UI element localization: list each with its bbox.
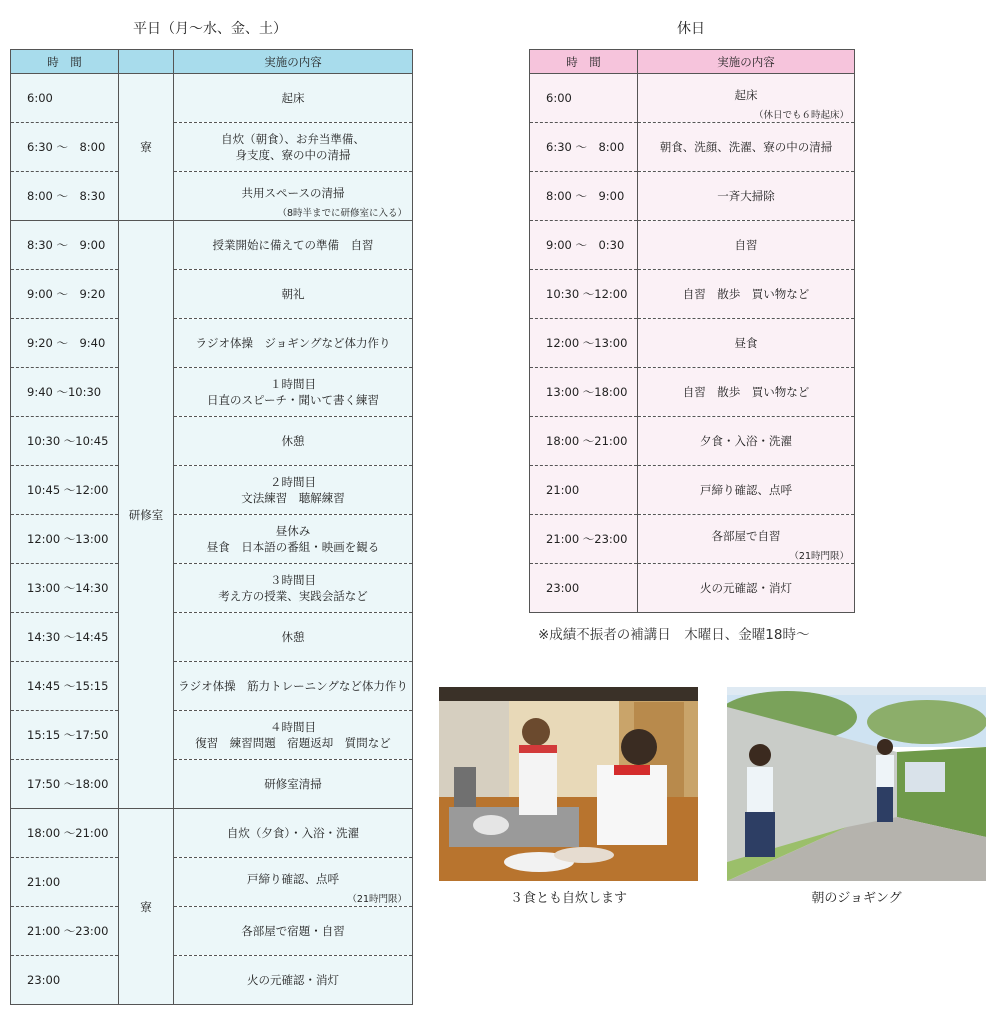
table-row xyxy=(11,858,413,907)
content-cell xyxy=(638,74,855,123)
time-cell: 21:00 xyxy=(530,466,638,515)
time-cell: 6:00 xyxy=(530,74,638,123)
time-cell: 14:30 ～14:45 xyxy=(11,613,119,662)
content-cell xyxy=(638,270,855,319)
table-row xyxy=(11,319,413,368)
time-cell: 13:00 ～18:00 xyxy=(530,368,638,417)
time-cell: 8:00 ～ 9:00 xyxy=(530,172,638,221)
time-cell: 6:30 ～ 8:00 xyxy=(530,123,638,172)
time-cell: 10:45 ～12:00 xyxy=(11,466,119,515)
table-row xyxy=(11,417,413,466)
location-cell: 寮 xyxy=(119,74,174,221)
content-cell xyxy=(174,956,413,1005)
holiday-footnote: ※成績不振者の補講日 木曜日、金曜18時～ xyxy=(538,627,810,643)
content-cell xyxy=(638,172,855,221)
time-cell: 9:00 ～ 0:30 xyxy=(530,221,638,270)
content-line: 自習 散歩 買い物など xyxy=(682,385,810,399)
time-cell: 23:00 xyxy=(530,564,638,613)
location-cell: 研修室 xyxy=(119,221,174,809)
content-line: 日直のスピーチ・聞いて書く練習 xyxy=(206,393,380,407)
content-line: ラジオ体操 筋力トレーニングなど体力作り xyxy=(178,679,408,693)
table-row xyxy=(11,466,413,515)
weekday-title: 平日（月～水、金、土） xyxy=(133,21,287,37)
header-time: 時 間 xyxy=(530,50,638,74)
header-content: 実施の内容 xyxy=(174,50,413,74)
time-cell: 12:00 ～13:00 xyxy=(530,319,638,368)
content-line: 考え方の授業、実践会話など xyxy=(218,589,368,603)
table-row xyxy=(530,417,855,466)
content-cell xyxy=(174,172,413,221)
table-row xyxy=(11,270,413,319)
content-line: 戸締り確認、点呼 xyxy=(700,483,792,497)
table-row xyxy=(530,319,855,368)
content-cell xyxy=(174,319,413,368)
time-cell: 21:00 ～23:00 xyxy=(11,907,119,956)
table-row xyxy=(11,74,413,123)
content-line: 授業開始に備えての準備 自習 xyxy=(212,238,374,252)
table-row xyxy=(530,221,855,270)
content-cell xyxy=(174,809,413,858)
table-row xyxy=(530,172,855,221)
content-note: （休日でも６時起床） xyxy=(753,110,849,121)
cooking-photo xyxy=(439,687,698,881)
content-line: 休憩 xyxy=(281,434,305,448)
table-row xyxy=(530,74,855,123)
time-cell: 13:00 ～14:30 xyxy=(11,564,119,613)
content-line: ラジオ体操 ジョギングなど体力作り xyxy=(195,336,391,350)
content-cell xyxy=(174,760,413,809)
table-row xyxy=(530,368,855,417)
content-cell xyxy=(174,466,413,515)
time-cell: 14:45 ～15:15 xyxy=(11,662,119,711)
content-note: （21時門限） xyxy=(347,894,407,905)
table-row xyxy=(11,760,413,809)
content-cell xyxy=(174,368,413,417)
header-content: 実施の内容 xyxy=(638,50,855,74)
content-line: 朝食、洗顔、洗濯、寮の中の清掃 xyxy=(659,140,833,154)
content-line: 夕食・入浴・洗濯 xyxy=(700,434,792,448)
content-cell xyxy=(174,123,413,172)
content-line: 各部屋で宿題・自習 xyxy=(241,924,345,938)
content-line: 身支度、寮の中の清掃 xyxy=(235,148,351,162)
content-line: ２時間目 xyxy=(270,475,316,489)
content-note: （21時門限） xyxy=(789,551,849,562)
table-row xyxy=(11,515,413,564)
content-line: 戸締り確認、点呼 xyxy=(247,872,339,886)
content-cell xyxy=(174,417,413,466)
table-row xyxy=(11,809,413,858)
content-line: 自炊（朝食）、お弁当準備、 xyxy=(221,132,365,146)
content-cell xyxy=(174,74,413,123)
holiday-title: 休日 xyxy=(677,21,705,37)
content-line: 共用スペースの清掃 xyxy=(241,186,345,200)
header-time: 時 間 xyxy=(11,50,119,74)
time-cell: 6:00 xyxy=(11,74,119,123)
time-cell: 9:40 ～10:30 xyxy=(11,368,119,417)
time-cell: 12:00 ～13:00 xyxy=(11,515,119,564)
time-cell: 8:00 ～ 8:30 xyxy=(11,172,119,221)
table-row xyxy=(11,221,413,270)
table-row xyxy=(530,123,855,172)
content-line: 自習 xyxy=(734,238,758,252)
jogging-caption: 朝のジョギング xyxy=(811,891,902,906)
time-cell: 17:50 ～18:00 xyxy=(11,760,119,809)
content-line: 昼食 日本語の番組・映画を観る xyxy=(206,540,380,554)
content-cell xyxy=(174,221,413,270)
jogging-photo xyxy=(727,687,986,881)
table-row xyxy=(11,956,413,1005)
content-cell xyxy=(638,564,855,613)
content-cell xyxy=(174,564,413,613)
content-line: 一斉大掃除 xyxy=(717,189,775,203)
content-cell xyxy=(638,368,855,417)
content-line: 昼休み xyxy=(275,524,311,538)
table-row xyxy=(11,123,413,172)
time-cell: 9:20 ～ 9:40 xyxy=(11,319,119,368)
content-cell xyxy=(174,662,413,711)
time-cell: 10:30 ～12:00 xyxy=(530,270,638,319)
time-cell: 18:00 ～21:00 xyxy=(11,809,119,858)
content-cell xyxy=(638,123,855,172)
content-cell xyxy=(174,515,413,564)
content-line: 昼食 xyxy=(734,336,758,350)
time-cell: 10:30 ～10:45 xyxy=(11,417,119,466)
content-line: 休憩 xyxy=(281,630,305,644)
table-row xyxy=(530,466,855,515)
table-row xyxy=(530,564,855,613)
location-cell: 寮 xyxy=(119,809,174,1005)
table-row xyxy=(11,613,413,662)
time-cell: 21:00 ～23:00 xyxy=(530,515,638,564)
time-cell: 21:00 xyxy=(11,858,119,907)
content-cell xyxy=(638,221,855,270)
time-cell: 8:30 ～ 9:00 xyxy=(11,221,119,270)
content-line: 文法練習 聴解練習 xyxy=(241,491,345,505)
content-cell xyxy=(174,711,413,760)
content-line: ４時間目 xyxy=(270,720,316,734)
content-line: 復習 練習問題 宿題返却 質問など xyxy=(195,736,391,750)
content-line: 火の元確認・消灯 xyxy=(247,973,339,987)
table-row xyxy=(11,172,413,221)
table-row xyxy=(530,515,855,564)
content-cell xyxy=(174,907,413,956)
content-line: 起床 xyxy=(281,91,305,105)
content-line: 火の元確認・消灯 xyxy=(700,581,792,595)
time-cell: 23:00 xyxy=(11,956,119,1005)
header-location xyxy=(119,50,174,74)
content-line: 自習 散歩 買い物など xyxy=(682,287,810,301)
content-cell xyxy=(174,858,413,907)
holiday-schedule-table xyxy=(529,49,855,613)
content-line: 朝礼 xyxy=(281,287,305,301)
content-line: １時間目 xyxy=(270,377,316,391)
time-cell: 18:00 ～21:00 xyxy=(530,417,638,466)
table-row xyxy=(11,564,413,613)
cooking-caption: ３食とも自炊します xyxy=(509,891,627,906)
content-cell xyxy=(638,515,855,564)
time-cell: 9:00 ～ 9:20 xyxy=(11,270,119,319)
table-row xyxy=(11,711,413,760)
content-line: 自炊（夕食）・入浴・洗濯 xyxy=(226,826,360,840)
content-cell xyxy=(174,613,413,662)
table-row xyxy=(11,662,413,711)
time-cell: 15:15 ～17:50 xyxy=(11,711,119,760)
content-cell xyxy=(638,466,855,515)
content-line: ３時間目 xyxy=(270,573,316,587)
content-cell xyxy=(638,319,855,368)
content-line: 各部屋で自習 xyxy=(711,529,781,543)
content-line: 起床 xyxy=(734,88,758,102)
weekday-schedule-table xyxy=(10,49,413,1005)
content-note: （8時半までに研修室に入る） xyxy=(277,208,407,219)
table-row xyxy=(530,270,855,319)
content-cell xyxy=(638,417,855,466)
content-cell xyxy=(174,270,413,319)
time-cell: 6:30 ～ 8:00 xyxy=(11,123,119,172)
table-row xyxy=(11,368,413,417)
content-line: 研修室清掃 xyxy=(264,777,322,791)
table-row xyxy=(11,907,413,956)
